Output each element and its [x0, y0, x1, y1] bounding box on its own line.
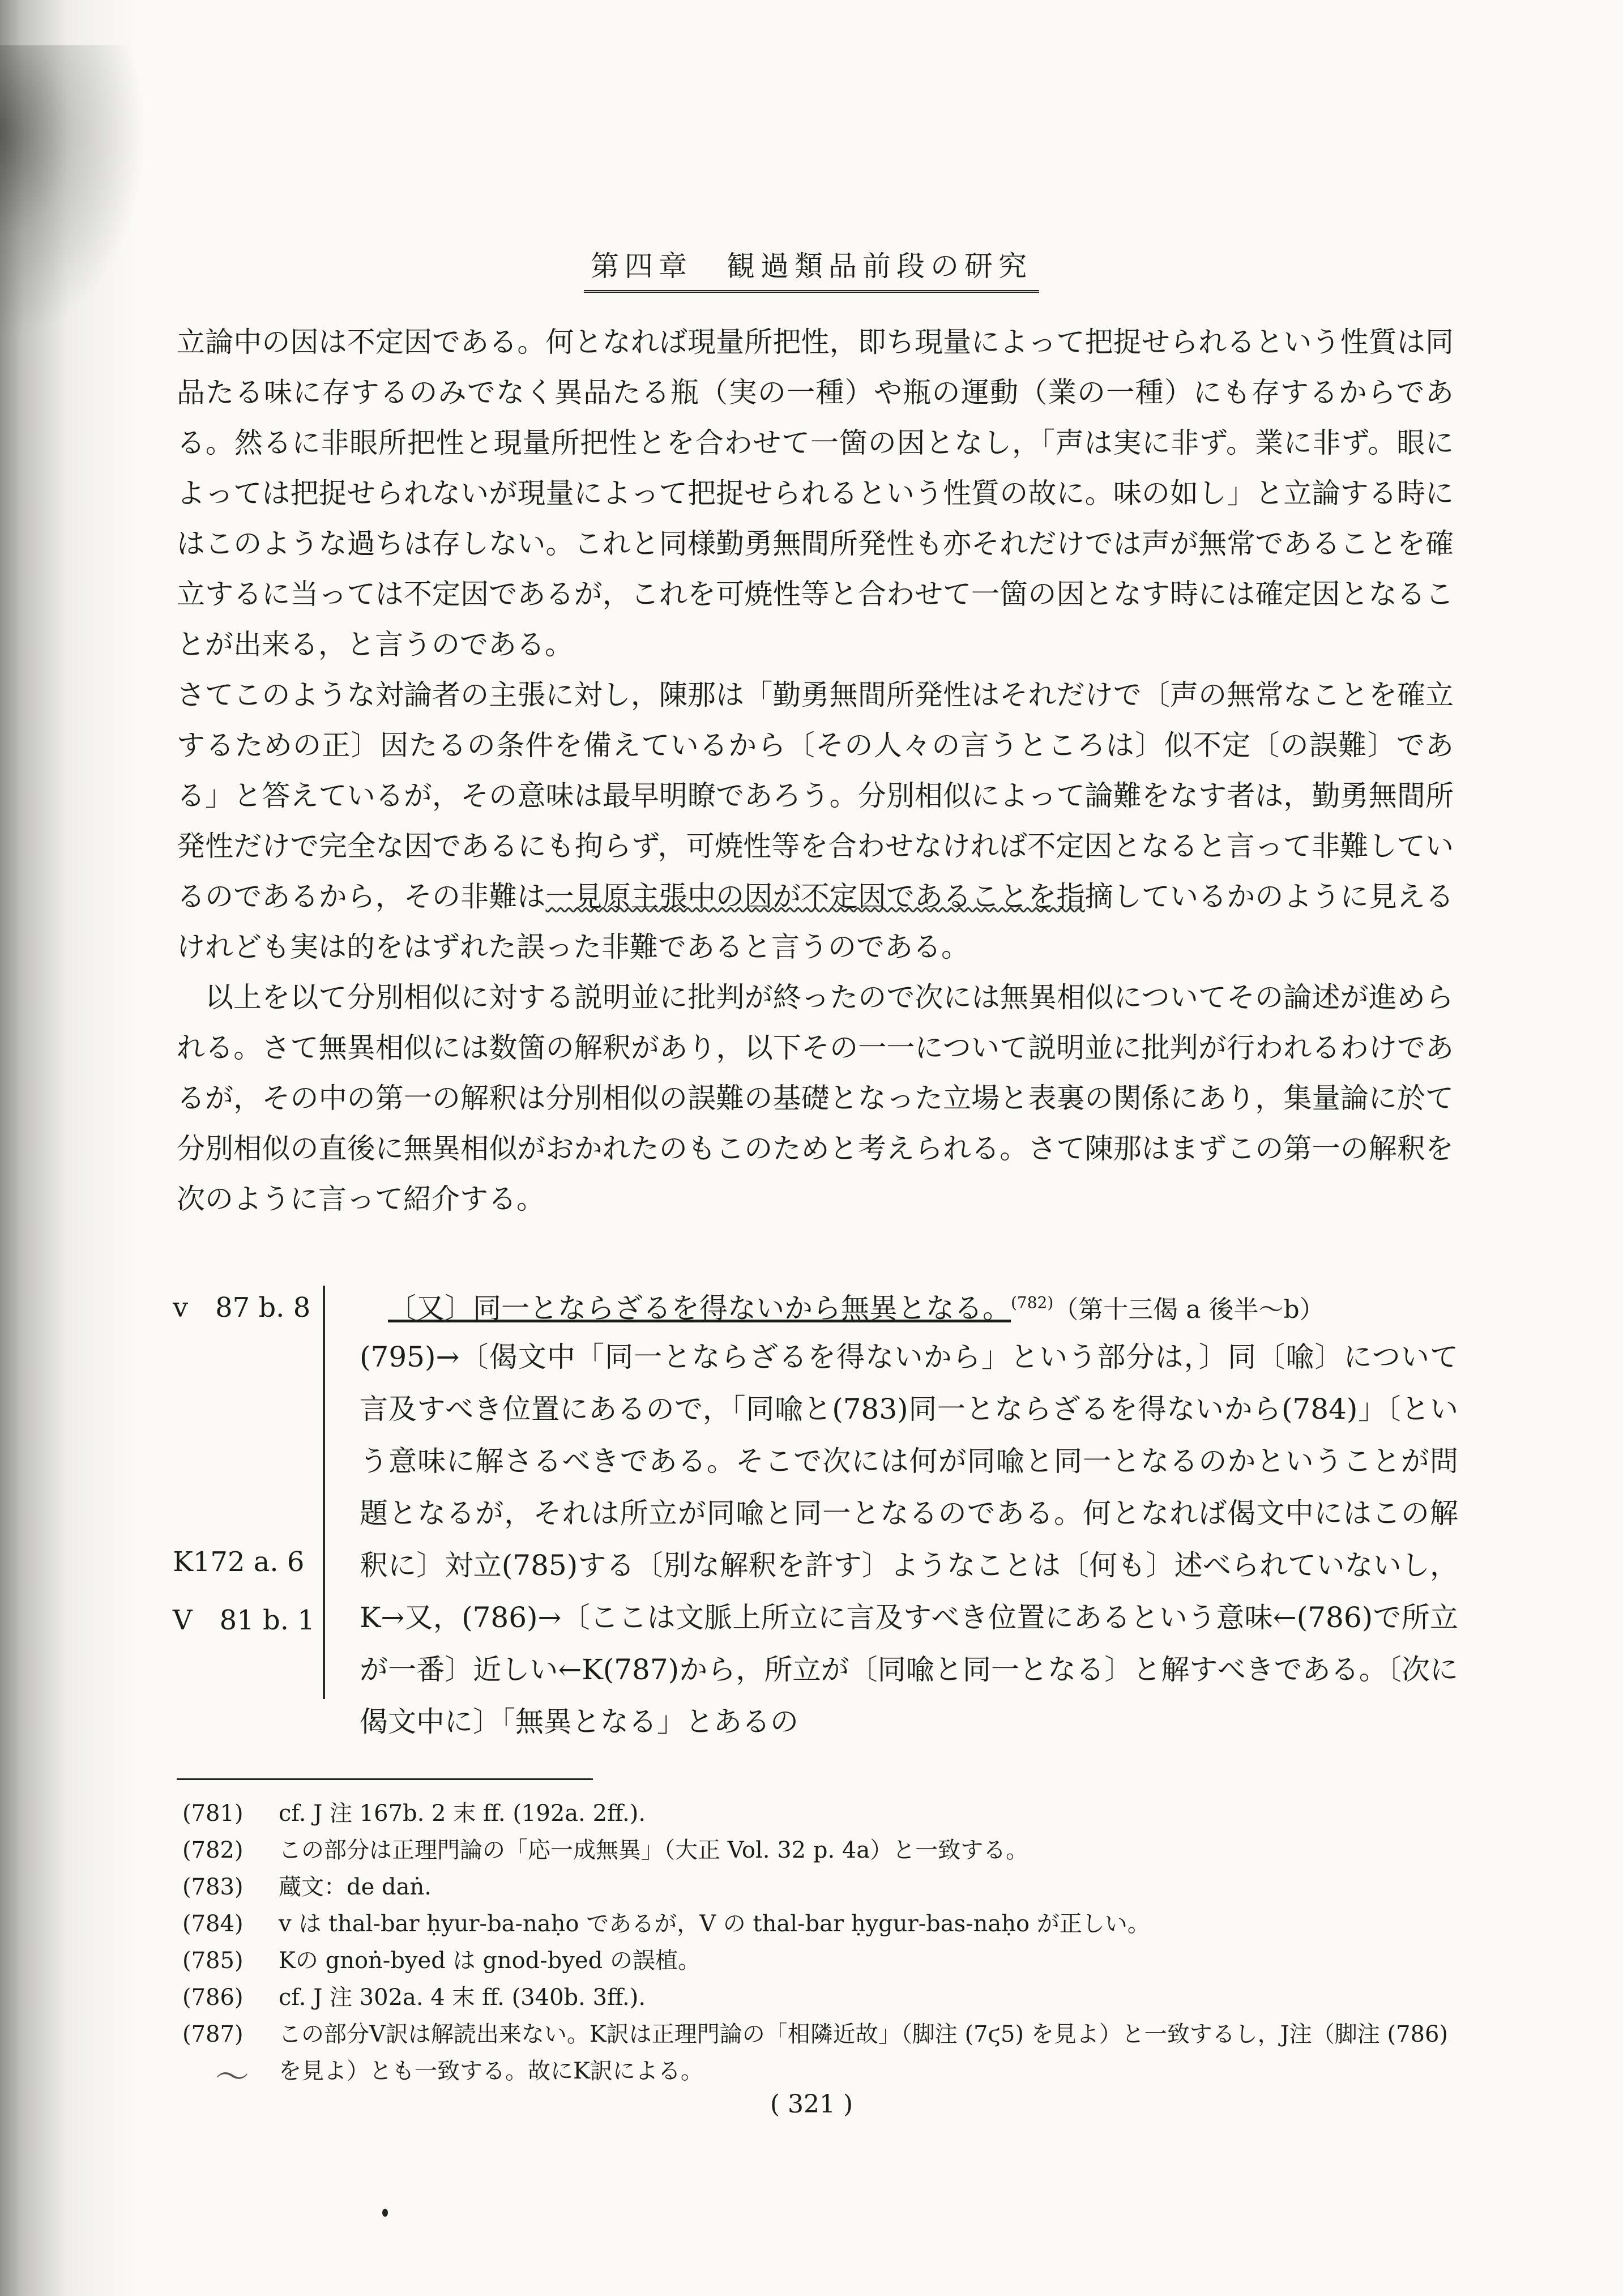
paragraph-3: 以上を以て分別相似に対する説明並に批判が終ったので次には無異相似についてその論述が進められる。さて無異相似には数箇の解釈があり，以下その一一について説明並に批判が行われるわけであるが，その中の第一の解釈は分別相似の誤難の基礎となった立場と表裏の関係にあり，集量論に於て分別相似の直後に無異相似がおかれたのもこのためと考えられる。さて陳那はまずこの第一の解釈を次のように言って紹介する。: [177, 981, 1454, 1215]
paragraph-2-tail: 摘しているかのように見えるけれども実は的をはずれた誤った非難であると言うのである。: [177, 880, 1454, 963]
footnote-783: (783) 蔵文：de daṅ.: [182, 1874, 432, 1900]
footnote-787: (787) この部分V訳は解読出来ない。K訳は正理門論の「相隣近故」（脚注 (7ϛ5) を見よ）と一致するし，J注（脚注 (786) を見よ）とも一致する。故にK訳による。: [182, 2021, 1449, 2084]
margin-ref-v: v 87 b. 8: [173, 1292, 311, 1324]
block-rule: [323, 1286, 325, 1699]
page-number: ( 321 ): [770, 2090, 853, 2119]
footnote-782: (782) この部分は正理門論の「応一成無異」（大正 Vol. 32 p. 4a）と一致する。: [182, 1837, 1029, 1863]
commentary-paragraph: (795)→〔偈文中「同一とならざるを得ないから」という部分は，〕同〔喩〕について言及すべき位置にあるので，「同喩と(783)同一とならざるを得ないから(784)」〔という意味に解さるべきである。そこで次には何が同喩と同一となるのかということが問題となるが，それは所立が同喩と同一となるのである。何となれば偈文中にはこの解釈に〕対立(785)する〔別な解釈を許す〕ようなことは〔何も〕述べられていないし，K→又，(786)→〔ここは文脈上所立に言及すべき位置にあるという意味←(786)で所立が一番〕近しい←K(787)から，所立が〔同喩と同一となる〕と解すべきである。〔次に偈文中に〕「無異となる」とあるの: [360, 1341, 1458, 1738]
chapter-title: 第四章 観過類品前段の研究: [584, 244, 1039, 293]
running-header: [0, 244, 1623, 293]
footnote-781: (781) cf. J 注 167b. 2 末 ff. (192a. 2ff.).: [182, 1800, 646, 1826]
verse-source: （第十三偈 a 後半〜b）: [1053, 1295, 1325, 1324]
footnote-784: (784) v は thal-bar ḥyur-ba-naḥo であるが，V の thal-bar ḥygur-bas-naḥo が正しい。: [182, 1911, 1150, 1937]
verse-footnote-ref: (782): [1011, 1293, 1054, 1312]
main-text: [177, 317, 1454, 1224]
paragraph-2-text: さてこのような対論者の主張に対し，陳那は「勤勇無間所発性はそれだけで〔声の無常なことを確立するための正〕因たるの条件を備えているから〔その人々の言うところは〕似不定〔の誤難〕である」と答えているが，その意味は最早明瞭であろう。分別相似によって論難をなす者は，勤勇無間所発性だけで完全な因であるにも拘らず，可焼性等を合わせなければ不定因となると言って非難しているのであるから，その非難は: [177, 678, 1454, 913]
paragraph-1: 立論中の因は不定因である。何となれば現量所把性，即ち現量によって把捉せられるという性質は同品たる味に存するのみでなく異品たる瓶（実の一種）や瓶の運動（業の一種）にも存するからである。然るに非眼所把性と現量所把性とを合わせて一箇の因となし，「声は実に非ず。業に非ず。眼によっては把捉せられないが現量によって把捉せられるという性質の故に。味の如し」と立論する時にはこのような過ちは存しない。これと同様勤勇無間所発性も亦それだけでは声が無常であることを確立するに当っては不定因であるが，これを可焼性等と合わせて一箇の因となす時には確定因となることが出来る，と言うのである。: [177, 326, 1454, 661]
footnote-785: (785) Kの gnoṅ-byed は gnod-byed の誤植。: [182, 1948, 701, 1974]
scan-edge-shadow-top: [0, 45, 147, 340]
pencil-mark: 〜: [215, 2058, 249, 2097]
scan-edge-shadow: [0, 0, 136, 2296]
margin-ref-V: V 81 b. 1: [173, 1604, 315, 1636]
footnotes: [182, 1795, 1457, 2090]
quotation-block: [173, 1286, 1458, 1738]
margin-ref-k: K172 a. 6: [173, 1546, 305, 1578]
underlined-phrase: 一見原主張中の因が不定因であることを指: [545, 880, 1085, 913]
verse-text: 〔又〕同一とならざるを得ないから無異となる。: [388, 1292, 1011, 1325]
footnote-rule: [177, 1778, 593, 1780]
paragraph-2: [177, 670, 1454, 972]
ink-dot: [382, 2209, 388, 2217]
footnote-786: (786) cf. J 注 302a. 4 末 ff. (340b. 3ff.).: [182, 1985, 646, 2011]
commentary-text: [360, 1331, 1458, 1748]
verse-line: [388, 1286, 1325, 1326]
